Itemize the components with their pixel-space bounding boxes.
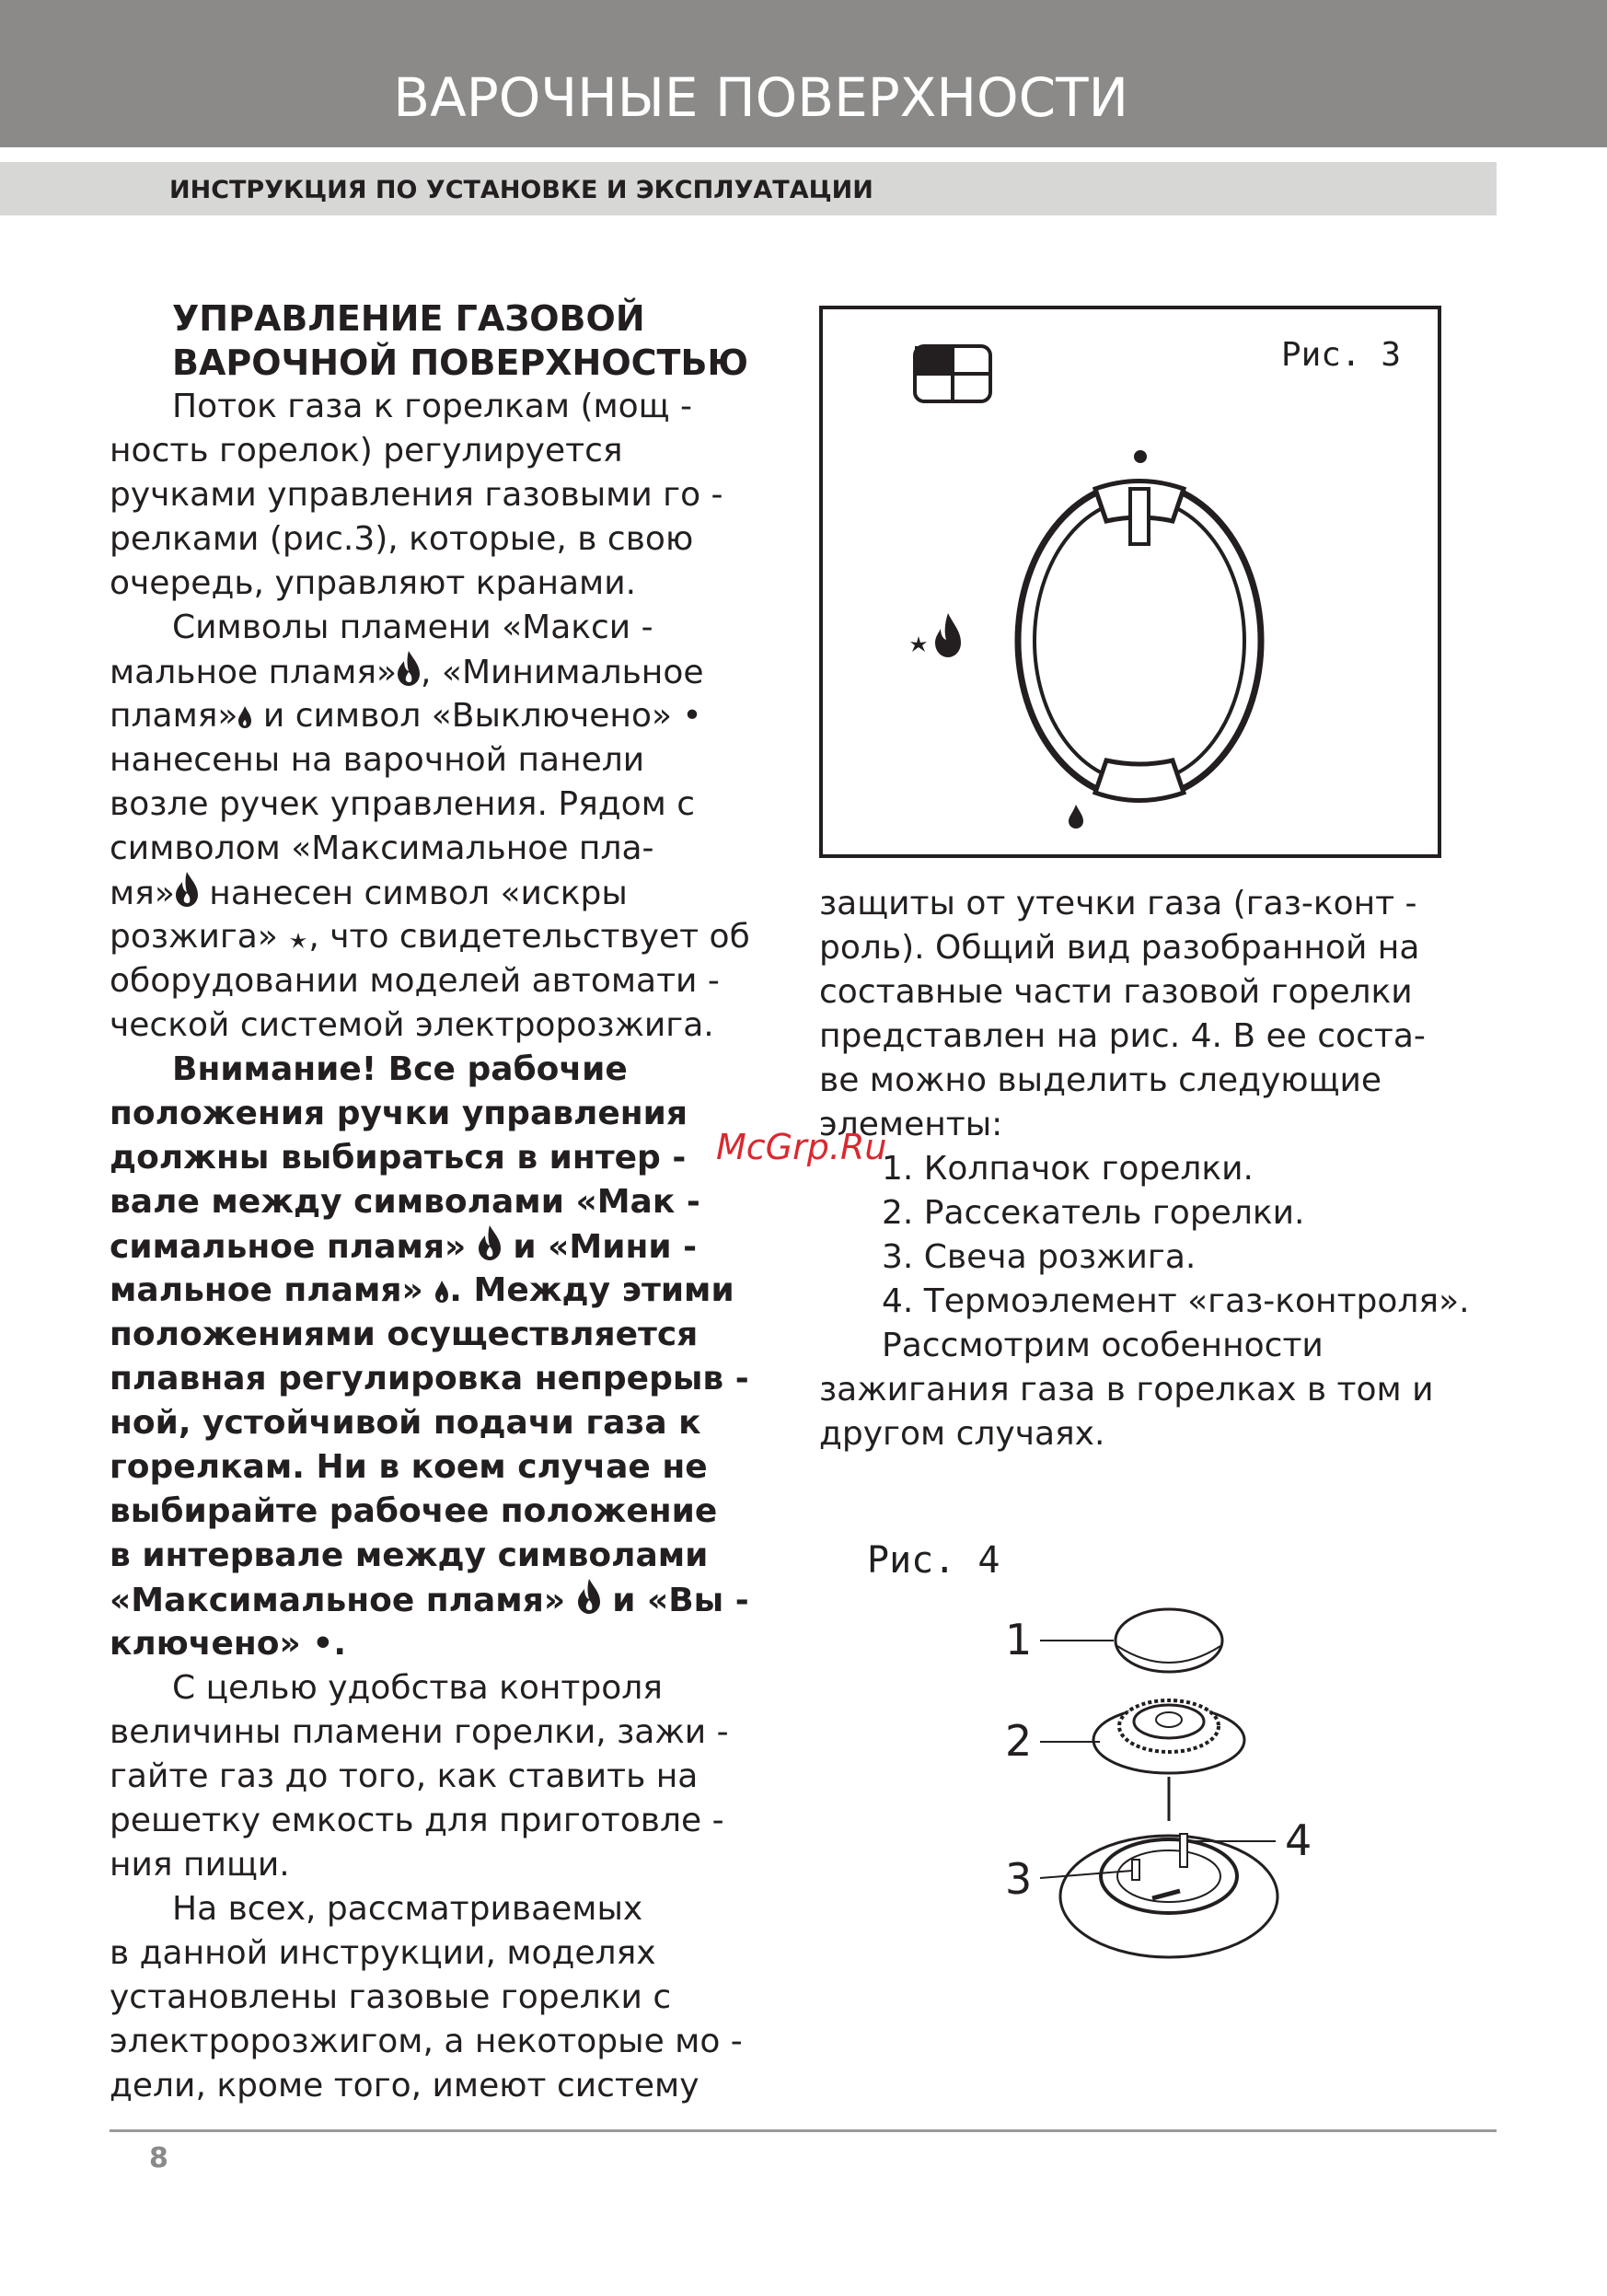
paragraph-line: ве можно выделить следующие [819, 1061, 1382, 1099]
page-title: ВАРОЧНЫЕ ПОВЕРХНОСТИ [393, 66, 1128, 129]
max-flame-icon [175, 871, 199, 908]
paragraph-line: гайте газ до того, как ставить на [110, 1757, 699, 1795]
paragraph-line [110, 915, 750, 959]
watermark: McGrp.Ru [716, 1127, 887, 1167]
burner-position-icon [915, 346, 990, 401]
warning-line: выбирайте рабочее положение [110, 1492, 718, 1530]
text-fragment: нанесен символ «искры [198, 875, 628, 912]
max-flame-icon [577, 1578, 601, 1615]
burner-crown [1093, 1700, 1244, 1773]
control-knob [1018, 481, 1261, 801]
min-flame-icon [434, 1279, 449, 1305]
warning-line [110, 1269, 735, 1313]
callout-4: 4 [1285, 1815, 1312, 1865]
list-item: 2. Рассекатель горелки. [882, 1194, 1305, 1232]
section-heading-line1: УПРАВЛЕНИЕ ГАЗОВОЙ [172, 298, 645, 339]
left-column [110, 296, 750, 2108]
warning-line: вале между символами «Мак - [110, 1183, 700, 1221]
paragraph-line: дели, кроме того, имеют систему [110, 2067, 699, 2105]
section-heading-line2: ВАРОЧНОЙ ПОВЕРХНОСТЬЮ [172, 342, 749, 383]
paragraph-line: оборудовании моделей автомати - [110, 962, 720, 1000]
paragraph-line: величины пламени горелки, зажи - [110, 1713, 729, 1751]
callout-2: 2 [1005, 1716, 1033, 1766]
text-fragment: мальное пламя» [110, 1271, 423, 1309]
warning-line: Внимание! Все рабочие [172, 1050, 628, 1088]
paragraph-line: защиты от утечки газа (газ-конт - [819, 885, 1417, 922]
text-fragment: розжига» [110, 918, 278, 956]
text-fragment: , что свидетельствует об [308, 918, 750, 956]
subheader-title: ИНСТРУКЦИЯ ПО УСТАНОВКЕ И ЭКСПЛУАТАЦИИ [169, 176, 873, 204]
paragraph-line: Рассмотрим особенности [882, 1327, 1324, 1364]
min-flame-icon [1069, 805, 1083, 829]
paragraph-line: роль). Общий вид разобранной на [819, 929, 1420, 967]
text-fragment: «Максимальное пламя» [110, 1582, 566, 1619]
paragraph-line: символом «Максимальное пла- [110, 829, 654, 867]
text-fragment: и символ «Выключено» • [252, 697, 702, 735]
warning-line: ной, устойчивой подачи газа к [110, 1404, 701, 1442]
figure-3 [819, 306, 1441, 858]
paragraph-line: зажигания газа в горелках в том и [819, 1371, 1434, 1409]
paragraph-line: нанесены на варочной панели [110, 741, 645, 779]
list-item: 3. Свеча розжига. [882, 1238, 1197, 1276]
min-flame-icon [237, 704, 252, 730]
spark-max-flame-icon [910, 613, 961, 657]
warning-line: должны выбираться в интер - [110, 1139, 687, 1177]
paragraph-line: Символы пламени «Макси - [172, 609, 653, 646]
list-item: 1. Колпачок горелки. [882, 1150, 1254, 1188]
right-column [819, 882, 1470, 1456]
text-fragment: пламя» [110, 697, 238, 735]
text-fragment: симальное пламя» [110, 1228, 467, 1266]
figure-4 [985, 1583, 1335, 1989]
text-fragment: , «Минимальное [421, 654, 704, 691]
text-fragment: . Между этими [449, 1271, 734, 1309]
knob-diagram [823, 309, 1438, 854]
paragraph-line: электророзжигом, а некоторые мо - [110, 2023, 743, 2060]
figure-3-label: Рис. 3 [1280, 336, 1401, 374]
paragraph-line: релками (рис.3), которые, в свою [110, 520, 694, 558]
warning-line: горелкам. Ни в коем случае не [110, 1448, 708, 1486]
paragraph-line: элементы: [819, 1106, 1003, 1143]
callout-1: 1 [1005, 1615, 1033, 1664]
paragraph-line: представлен на рис. 4. В ее соста- [819, 1017, 1426, 1055]
paragraph-line: в данной инструкции, моделях [110, 1934, 656, 1972]
burner-base [1060, 1834, 1278, 1957]
warning-line: в интервале между символами [110, 1536, 709, 1574]
paragraph-line: ческой системой электророзжига. [110, 1006, 714, 1044]
warning-line [110, 1578, 749, 1622]
figure-4-label: Рис. 4 [867, 1539, 1000, 1582]
warning-line: плавная регулировка непрерыв - [110, 1360, 749, 1397]
text-fragment: мя» [110, 875, 175, 912]
paragraph-line: На всех, рассматриваемых [172, 1890, 643, 1928]
max-flame-icon [397, 650, 421, 687]
paragraph-line: ручками управления газовыми го - [110, 476, 723, 514]
text-fragment: и «Мини - [501, 1228, 698, 1266]
paragraph-line: другом случаях. [819, 1415, 1105, 1453]
callout-3: 3 [1005, 1854, 1033, 1904]
paragraph-line: возле ручек управления. Рядом с [110, 785, 696, 823]
footer-divider [110, 2129, 1497, 2132]
warning-line: ключено» •. [110, 1625, 347, 1663]
page-number: 8 [149, 2142, 168, 2174]
paragraph-line: составные части газовой горелки [819, 973, 1413, 1011]
warning-line [110, 1224, 735, 1269]
paragraph-line: Поток газа к горелкам (мощ - [172, 388, 693, 425]
spark-icon [288, 931, 308, 951]
text-fragment: мальное пламя» [110, 654, 398, 691]
text-fragment: и «Вы - [600, 1582, 749, 1619]
paragraph-line: ность горелок) регулируется [110, 432, 623, 470]
burner-exploded-diagram [985, 1583, 1335, 1989]
paragraph-line: установлены газовые горелки с [110, 1978, 672, 2016]
paragraph-line [110, 650, 735, 694]
paragraph-line: очередь, управляют кранами. [110, 564, 637, 602]
paragraph-line: решетку емкость для приготовле - [110, 1802, 724, 1839]
off-dot-icon [1134, 450, 1147, 463]
list-item: 4. Термоэлемент «газ-контроля». [882, 1282, 1470, 1320]
paragraph-line [110, 871, 735, 915]
burner-cap [1116, 1609, 1222, 1672]
paragraph-line [110, 694, 735, 738]
max-flame-icon [478, 1224, 502, 1261]
warning-line: положениями осуществляется [110, 1316, 699, 1353]
paragraph-line: С целью удобства контроля [172, 1669, 663, 1707]
paragraph-line: ния пищи. [110, 1846, 290, 1884]
warning-line: положения ручки управления [110, 1095, 688, 1132]
